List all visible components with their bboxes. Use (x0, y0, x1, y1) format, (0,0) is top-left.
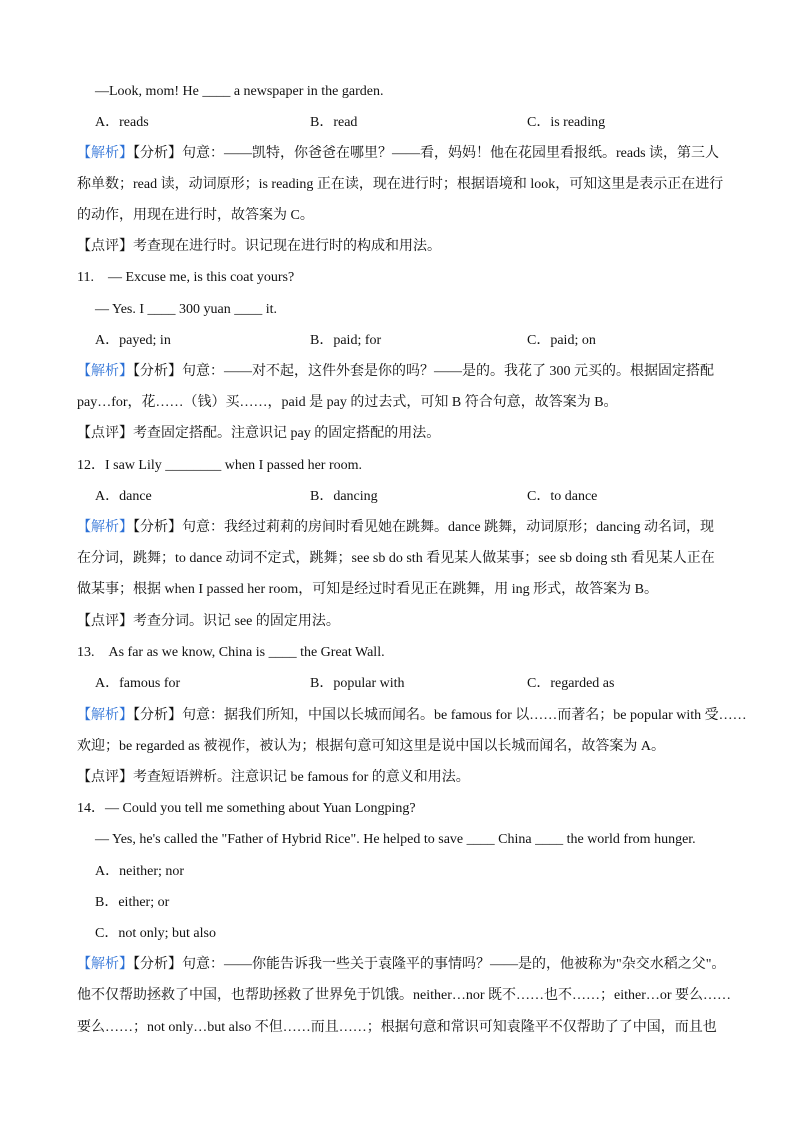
option-b: B．paid; for (310, 333, 382, 348)
comment-tag: 【点评】 (77, 770, 133, 785)
question-11: 11. — Excuse me, is this coat yours? (77, 270, 295, 285)
analysis-text: 句意：——对不起，这件外套是你的吗？——是的。我花了 300 元买的。根据固定搭配 (182, 364, 714, 379)
analysis-line: 他不仅帮助拯救了中国，也帮助拯救了世界免于饥饿。neither…nor 既不……也不……；either…or 要么…… (77, 988, 732, 1003)
analysis-line (77, 706, 747, 726)
option-c: C．is reading (527, 115, 606, 130)
analysis-tag: 【解析】 (77, 708, 133, 723)
option-b: B．either; or (95, 895, 170, 910)
question-line: — Yes. I ____ 300 yuan ____ it. (95, 302, 278, 317)
analysis-line: 欢迎；be regarded as 被视作，被认为；根据句意可知这里是说中国以长城而闻名，故答案为 A。 (77, 739, 665, 754)
option-a: A．payed; in (95, 333, 171, 348)
analysis-line (77, 144, 719, 164)
option-c: C．to dance (527, 489, 598, 504)
option-a: A．neither; nor (95, 864, 185, 879)
comment-tag: 【点评】 (77, 614, 133, 629)
analysis-tag: 【解析】 (77, 520, 133, 535)
option-a: A．reads (95, 115, 149, 130)
comment-text: 考查短语辨析。注意识记 be famous for 的意义和用法。 (133, 770, 470, 785)
comment-text: 考查现在进行时。识记现在进行时的构成和用法。 (133, 239, 441, 254)
question-12: 12．I saw Lily ________ when I passed her room. (77, 458, 363, 473)
analysis-text: 句意：——凯特，你爸爸在哪里？——看，妈妈！他在花园里看报纸。reads 读，第三人 (182, 146, 720, 161)
analysis-text: 句意：我经过莉莉的房间时看见她在跳舞。dance 跳舞，动词原形；dancing 动名词，现 (182, 520, 714, 535)
analysis-line: 要么……；not only…but also 不但……而且……；根据句意和常识可知袁隆平不仅帮助了了中国，而且也 (77, 1020, 717, 1035)
analysis-tag: 【解析】 (77, 146, 133, 161)
analysis-line: 称单数；read 读，动词原形；is reading 正在读，现在进行时；根据语境和 look，可知这里是表示正在进行 (77, 177, 724, 192)
option-a: A．dance (95, 489, 152, 504)
question-line: —Look, mom! He ____ a newspaper in the garden. (95, 84, 384, 99)
analysis-tag: 【解析】 (77, 364, 133, 379)
comment-tag: 【点评】 (77, 239, 133, 254)
comment-line (77, 237, 441, 257)
analysis-line: 做某事；根据 when I passed her room，可知是经过时看见正在跳舞，用 ing 形式，故答案为 B。 (77, 582, 658, 597)
analysis-line: 的动作，用现在进行时，故答案为 C。 (77, 208, 314, 223)
analysis-line (77, 518, 714, 538)
comment-line (77, 424, 440, 444)
question-14: 14．— Could you tell me something about Yuan Longping? (77, 801, 416, 816)
option-a: A．famous for (95, 676, 181, 691)
comment-line (77, 768, 470, 788)
analysis-line: 在分词，跳舞；to dance 动词不定式，跳舞；see sb do sth 看见某人做某事；see sb doing sth 看见某人正在 (77, 551, 715, 566)
comment-text: 考查分词。识记 see 的固定用法。 (133, 614, 340, 629)
fenxi-tag: 【分析】 (133, 957, 182, 972)
fenxi-tag: 【分析】 (133, 520, 182, 535)
question-13: 13. As far as we know, China is ____ the Great Wall. (77, 645, 385, 660)
analysis-text: 句意：据我们所知，中国以长城而闻名。be famous for 以……而著名；be popular with 受…… (182, 708, 747, 723)
analysis-line (77, 362, 714, 382)
analysis-tag: 【解析】 (77, 957, 133, 972)
option-b: B．popular with (310, 676, 405, 691)
analysis-text: 句意：——你能告诉我一些关于袁隆平的事情吗？——是的，他被称为"杂交水稻之父"。 (182, 957, 726, 972)
fenxi-tag: 【分析】 (133, 364, 182, 379)
comment-text: 考查固定搭配。注意识记 pay 的固定搭配的用法。 (133, 426, 441, 441)
question-line: — Yes, he's called the "Father of Hybrid Rice". He helped to save ____ China ____ the world from hunger. (95, 832, 696, 847)
option-c: C．paid; on (527, 333, 596, 348)
analysis-line: pay…for，花……（钱）买……，paid 是 pay 的过去式，可知 B 符合句意，故答案为 B。 (77, 395, 618, 410)
option-b: B．dancing (310, 489, 378, 504)
option-c: C．regarded as (527, 676, 615, 691)
fenxi-tag: 【分析】 (133, 146, 182, 161)
fenxi-tag: 【分析】 (133, 708, 182, 723)
comment-tag: 【点评】 (77, 426, 133, 441)
comment-line (77, 612, 340, 632)
option-c: C．not only; but also (95, 926, 216, 941)
analysis-line (77, 955, 725, 975)
option-b: B．read (310, 115, 358, 130)
